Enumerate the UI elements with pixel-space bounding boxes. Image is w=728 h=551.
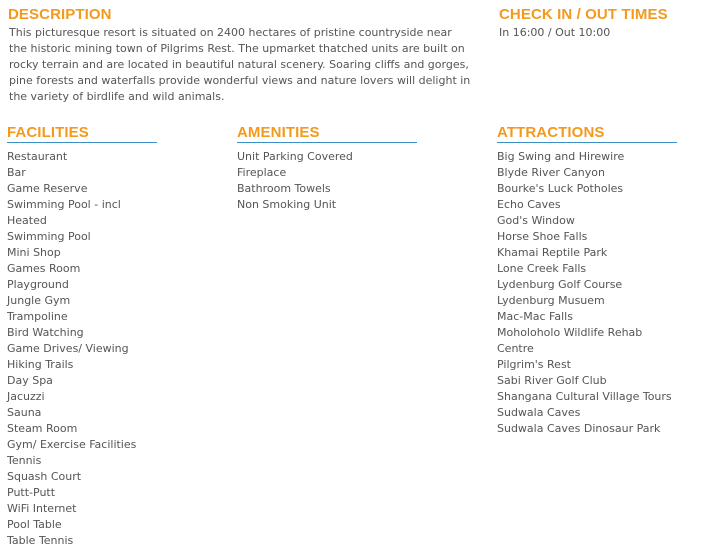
attractions-heading: ATTRACTIONS [497, 124, 677, 143]
attraction-item: Sudwala Caves Dinosaur Park [497, 422, 661, 435]
amenity-item: Fireplace [237, 166, 287, 179]
attraction-item: Echo Caves [497, 198, 561, 211]
facility-item: Swimming Pool - incl [7, 198, 121, 211]
facility-item: Hiking Trails [7, 358, 74, 371]
facilities-heading: FACILITIES [7, 124, 157, 143]
attraction-item: Moholoholo Wildlife Rehab [497, 326, 643, 339]
attraction-item: Big Swing and Hirewire [497, 150, 625, 163]
attraction-item: Mac-Mac Falls [497, 310, 573, 323]
facilities-list [7, 149, 227, 549]
facility-item: Game Drives/ Viewing [7, 342, 129, 355]
attraction-item: Sabi River Golf Club [497, 374, 607, 387]
checkin-times: In 16:00 / Out 10:00 [499, 26, 611, 39]
facility-item: Mini Shop [7, 246, 61, 259]
attraction-item: Lone Creek Falls [497, 262, 587, 275]
amenity-item: Bathroom Towels [237, 182, 331, 195]
description-text: This picturesque resort is situated on 2400 hectares of pristine countryside near the historic mining town of Pilgrims Rest. The upmarket thatched units are built on rocky terrain and are located in beautiful natural scenery. Soaring cliffs and gorges, pine forests and waterfalls provide wonderful views and nature lovers will delight in the variety of birdlife and wild animals. [9, 26, 471, 103]
facility-item: Swimming Pool [7, 230, 91, 243]
amenity-item: Non Smoking Unit [237, 198, 337, 211]
description-heading: DESCRIPTION [8, 6, 112, 23]
attraction-item: Centre [497, 342, 534, 355]
attraction-item: Horse Shoe Falls [497, 230, 588, 243]
checkin-heading: CHECK IN / OUT TIMES [499, 6, 668, 23]
facility-item: WiFi Internet [7, 502, 77, 515]
facility-item: Squash Court [7, 470, 82, 483]
attraction-item: Pilgrim's Rest [497, 358, 571, 371]
facility-item: Bird Watching [7, 326, 84, 339]
attraction-item: Shangana Cultural Village Tours [497, 390, 672, 403]
facility-item: Jacuzzi [7, 390, 45, 403]
facility-item: Tennis [7, 454, 42, 467]
facility-item: Trampoline [7, 310, 68, 323]
attraction-item: Lydenburg Musuem [497, 294, 605, 307]
attractions-list [497, 149, 722, 437]
attraction-item: Lydenburg Golf Course [497, 278, 623, 291]
facility-item: Playground [7, 278, 69, 291]
attraction-item: God's Window [497, 214, 575, 227]
amenities-list [237, 149, 477, 213]
facility-item: Putt-Putt [7, 486, 56, 499]
facility-item: Heated [7, 214, 47, 227]
attraction-item: Sudwala Caves [497, 406, 581, 419]
attraction-item: Khamai Reptile Park [497, 246, 608, 259]
amenities-heading: AMENITIES [237, 124, 417, 143]
facility-item: Gym/ Exercise Facilities [7, 438, 137, 451]
attraction-item: Blyde River Canyon [497, 166, 605, 179]
facility-item: Game Reserve [7, 182, 88, 195]
facility-item: Day Spa [7, 374, 53, 387]
facility-item: Pool Table [7, 518, 62, 531]
facility-item: Sauna [7, 406, 42, 419]
facility-item: Bar [7, 166, 26, 179]
facility-item: Jungle Gym [7, 294, 71, 307]
facility-item: Steam Room [7, 422, 78, 435]
facility-item: Restaurant [7, 150, 68, 163]
amenity-item: Unit Parking Covered [237, 150, 353, 163]
facility-item: Table Tennis [7, 534, 74, 547]
attraction-item: Bourke's Luck Potholes [497, 182, 624, 195]
facility-item: Games Room [7, 262, 81, 275]
